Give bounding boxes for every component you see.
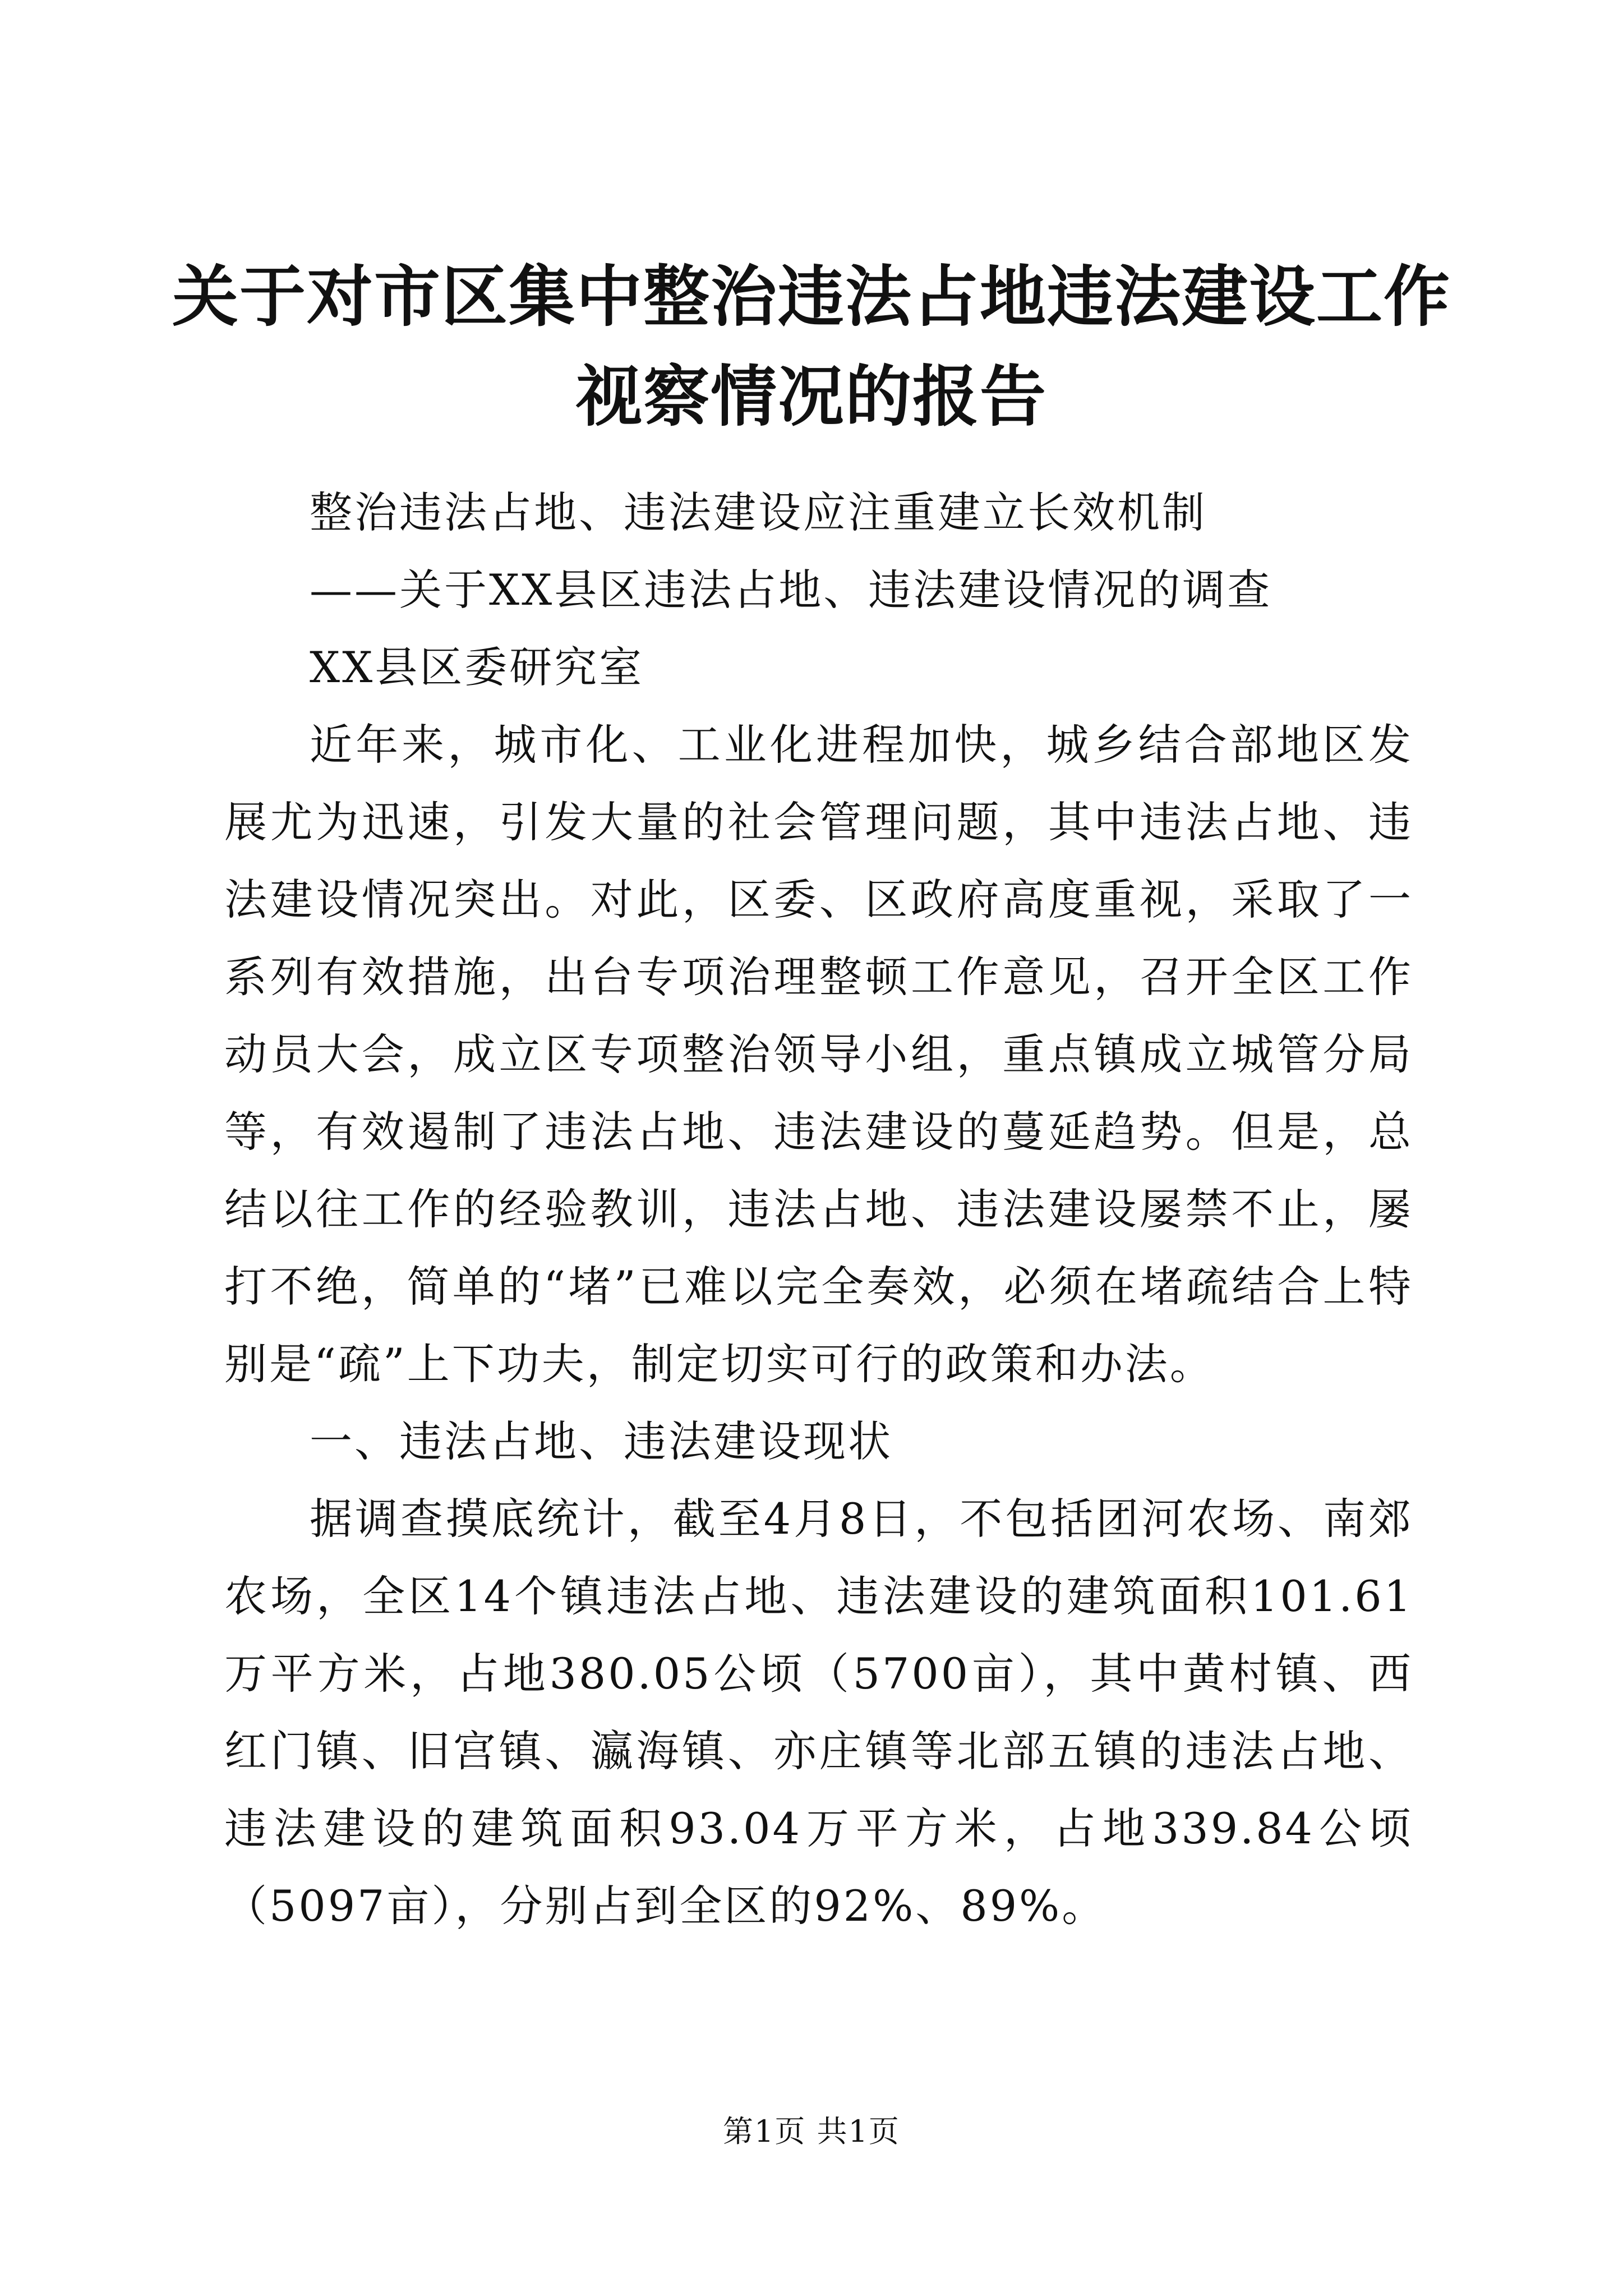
paragraph-intro: 近年来，城市化、工业化进程加快，城乡结合部地区发展尤为迅速，引发大量的社会管理问题，其中违法占地、违法建设情况突出。对此，区委、区政府高度重视，采取了一系列有效措施，出台专项治理整顿工作意见，召开全区工作动员大会，成立区专项整治领导小组，重点镇成立城管分局等，有效遏制了违法占地、违法建设的蔓延趋势。但是，总结以往工作的经验教训，违法占地、违法建设屡禁不止，屡打不绝，简单的“堵”已难以完全奏效，必须在堵疏结合上特别是“疏”上下功夫，制定切实可行的政策和办法。 <box>224 720 1413 1389</box>
paragraph-author: XX县区委研究室 <box>310 642 644 692</box>
document-body <box>224 474 1413 1945</box>
paragraph-subtitle: 整治违法占地、违法建设应注重建立长效机制 <box>310 487 1207 537</box>
paragraph-subheading: ——关于XX县区违法占地、违法建设情况的调查 <box>310 565 1272 615</box>
section-heading: 一、违法占地、违法建设现状 <box>310 1416 893 1466</box>
page-footer: 第1页 共1页 <box>723 2114 900 2149</box>
document-title: 关于对市区集中整治违法占地违法建设工作视察情况的报告 <box>172 257 1451 435</box>
paragraph-statistics: 据调查摸底统计，截至4月8日，不包括团河农场、南郊农场，全区14个镇违法占地、违法建设的建筑面积101.61万平方米，占地380.05公顷（5700亩），其中黄村镇、西红门镇、旧宫镇、瀛海镇、亦庄镇等北部五镇的违法占地、违法建设的建筑面积93.04万平方米，占地339.84公顷（5097亩），分别占到全区的92%、89%。 <box>224 1494 1413 1931</box>
